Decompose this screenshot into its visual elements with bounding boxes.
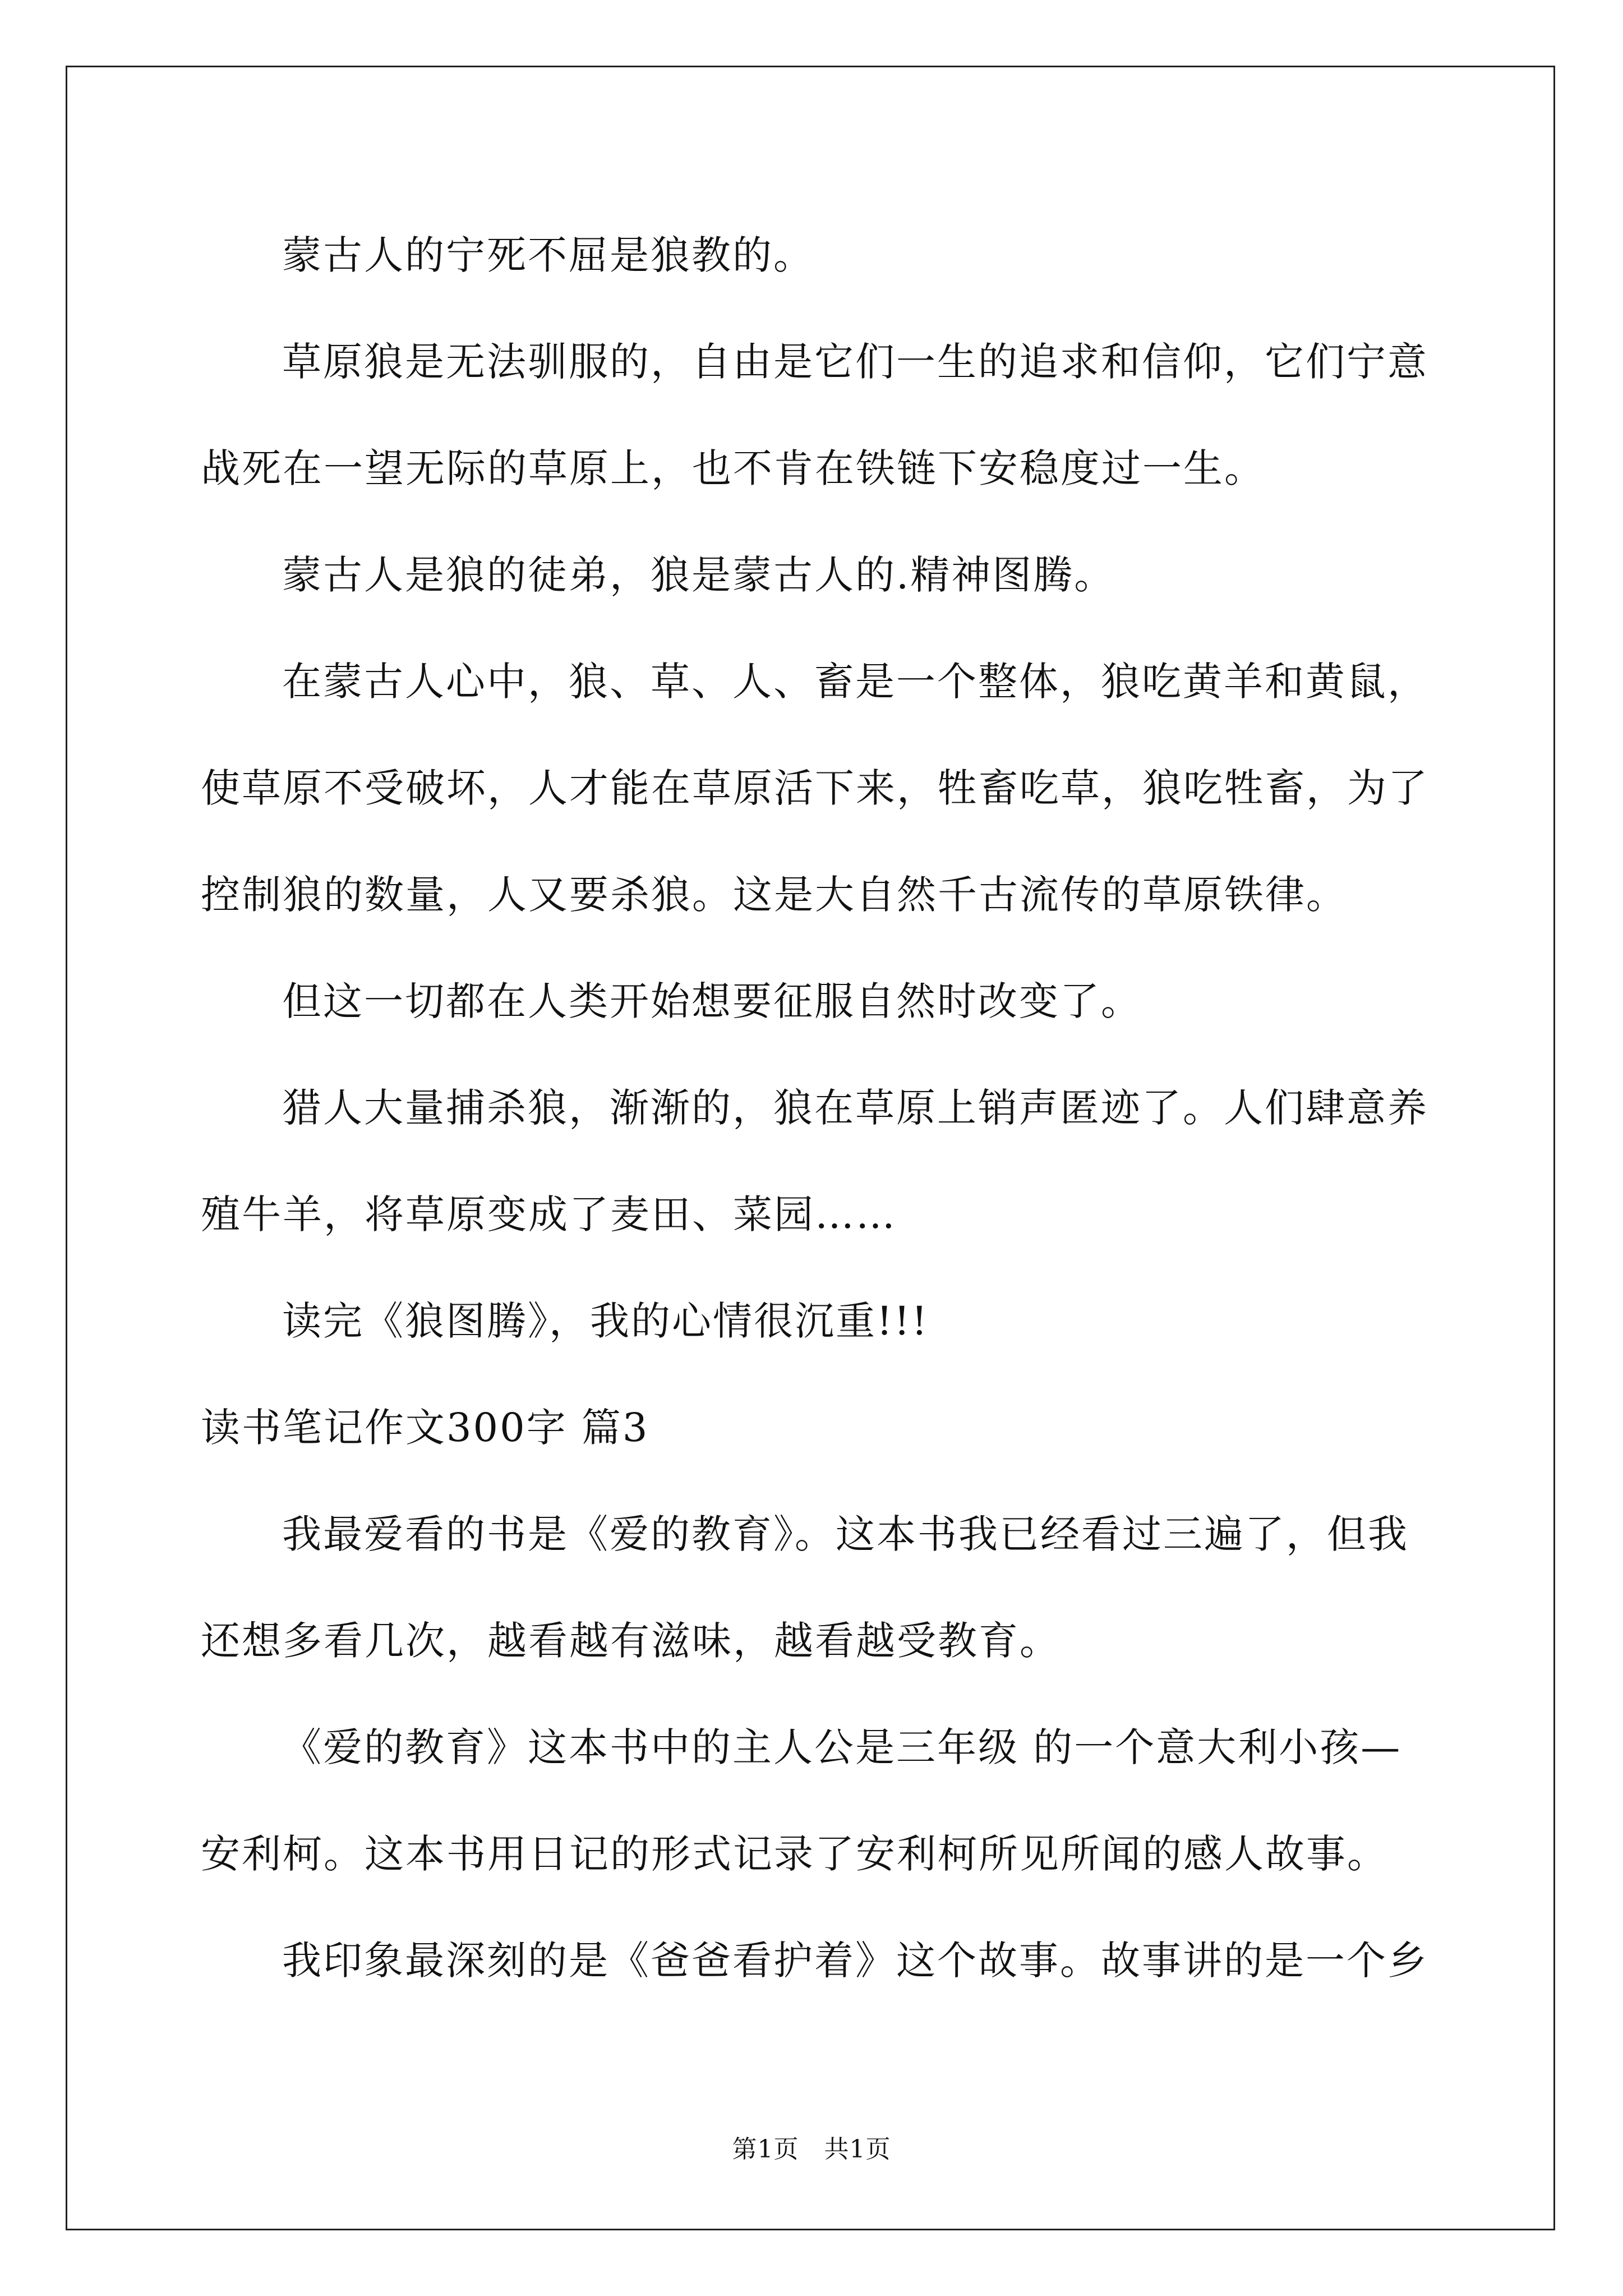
paragraph: 草原狼是无法驯服的，自由是它们一生的追求和信仰，它们宁意战死在一望无际的草原上，也不肯在铁链下安稳度过一生。 [201,339,1428,491]
paragraph: 猎人大量捕杀狼，渐渐的，狼在草原上销声匿迹了。人们肆意养殖牛羊，将草原变成了麦田、菜园…… [201,1085,1428,1237]
document-body [201,202,1435,2014]
paragraph: 我印象最深刻的是《爸爸看护着》这个故事。故事讲的是一个乡 [282,1938,1428,1984]
paragraph: 《爱的教育》这本书中的主人公是三年级 的一个意大利小孩—安利柯。这本书用日记的形式记录了安利柯所见所闻的感人故事。 [201,1724,1402,1877]
paragraph: 我最爱看的书是《爱的教育》。这本书我已经看过三遍了，但我还想多看几次，越看越有滋味，越看越受教育。 [201,1511,1409,1664]
paragraph: 蒙古人的宁死不屈是狼教的。 [282,232,814,278]
paragraph: 蒙古人是狼的徒弟，狼是蒙古人的.精神图腾。 [282,552,1115,598]
section-heading: 读书笔记作文300字 篇3 [201,1405,649,1451]
paragraph: 读完《狼图腾》，我的心情很沉重!!! [282,1298,929,1344]
paragraph: 但这一切都在人类开始想要征服自然时改变了。 [282,978,1142,1024]
paragraph: 在蒙古人心中，狼、草、人、畜是一个整体，狼吃黄羊和黄鼠，使草原不受破坏，人才能在草原活下来，牲畜吃草，狼吃牲畜，为了控制狼的数量，人又要杀狼。这是大自然千古流传的草原铁律。 [201,659,1429,918]
page-footer: 第1页 共1页 [732,2135,891,2164]
